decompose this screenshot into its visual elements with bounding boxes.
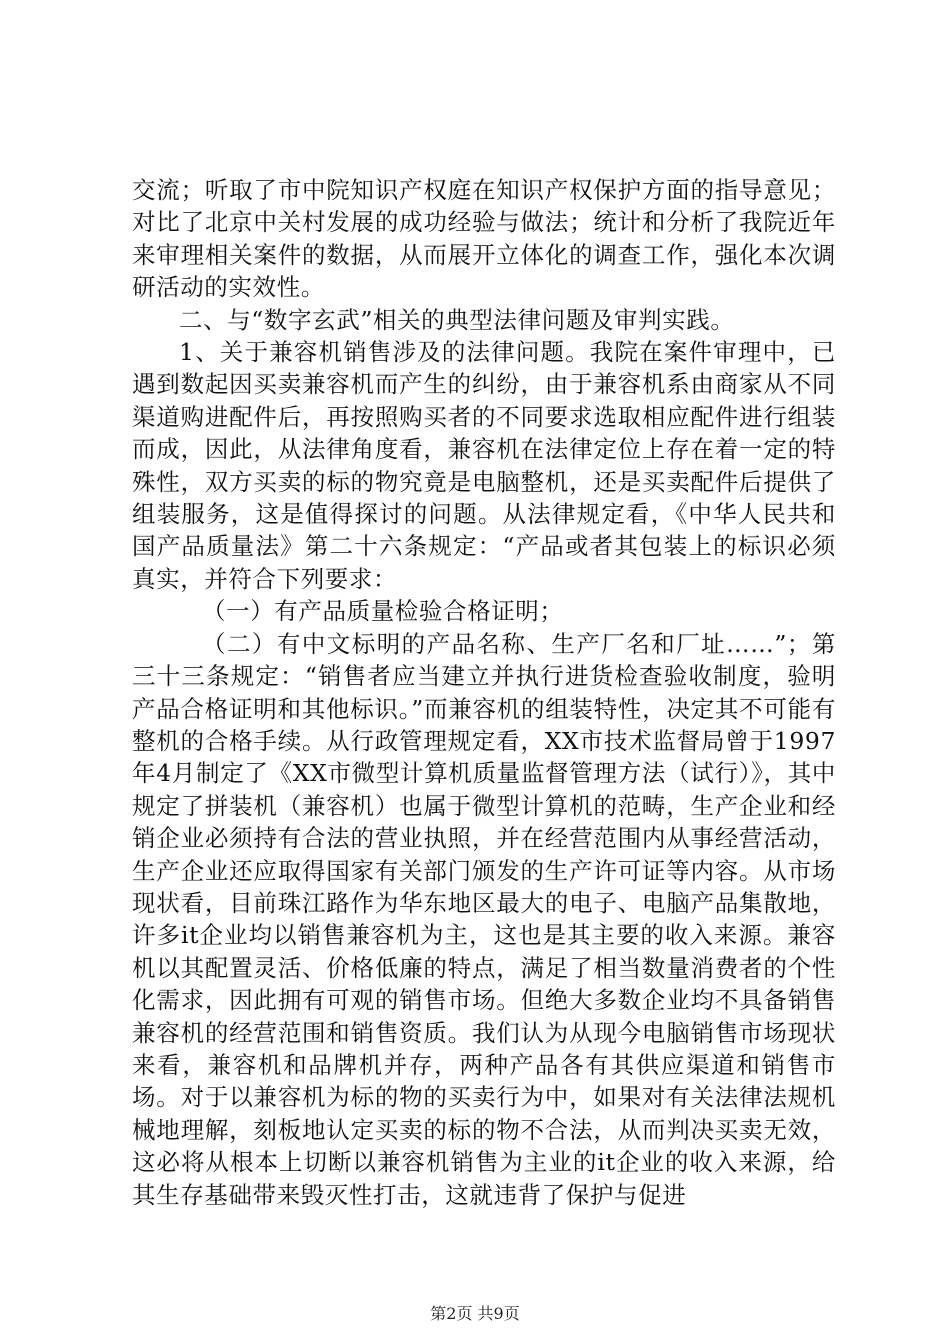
document-body [132, 174, 836, 1211]
paragraph-continuation: 交流；听取了市中院知识产权庭在知识产权保护方面的指导意见；对比了北京中关村发展的成功经验与做法；统计和分析了我院近年来审理相关案件的数据，从而展开立体化的调查工作，强化本次调研活动的实效性。 [132, 176, 836, 302]
section-heading-2: 二、与“数字玄武”相关的典型法律问题及审判实践。 [179, 305, 735, 334]
page-number: 第2页 共9页 [430, 1304, 520, 1323]
paragraph-requirement-2-and-analysis: （二）有中文标明的产品名称、生产厂名和厂址……”；第三十三条规定：“销售者应当建立并执行进货检查验收制度，验明产品合格证明和其他标识。”而兼容机的组装特性，决定其不可能有整机的合格手续。从行政管理规定看，XX市技术监督局曾于1997年4月制定了《XX市微型计算机质量监督管理方法（试行）》，其中规定了拼装机（兼容机）也属于微型计算机的范畴，生产企业和经销企业必须持有合法的营业执照，并在经营范围内从事经营活动，生产企业还应取得国家有关部门颁发的生产许可证等内容。从市场现状看，目前珠江路作为华东地区最大的电子、电脑产品集散地，许多it企业均以销售兼容机为主，这也是其主要的收入来源。兼容机以其配置灵活、价格低廉的特点，满足了相当数量消费者的个性化需求，因此拥有可观的销售市场。但绝大多数企业均不具备销售兼容机的经营范围和销售资质。我们认为从现今电脑销售市场现状来看，兼容机和品牌机并存，两种产品各有其供应渠道和销售市场。对于以兼容机为标的物的买卖行为中，如果对有关法律法规机械地理解，刻板地认定买卖的标的物不合法，从而判决买卖无效，这必将从根本上切断以兼容机销售为主业的it企业的收入来源，给其生存基础带来毁灭性打击，这就违背了保护与促进 [132, 629, 836, 1209]
paragraph-compatible-pc-issue: 1、关于兼容机销售涉及的法律问题。我院在案件审理中，已遇到数起因买卖兼容机而产生的纠纷，由于兼容机系由商家从不同渠道购进配件后，再按照购买者的不同要求选取相应配件进行组装而成，因此，从法律角度看，兼容机在法律定位上存在着一定的特殊性，双方买卖的标的物究竟是电脑整机，还是买卖配件后提供了组装服务，这是值得探讨的问题。从法律规定看，《中华人民共和国产品质量法》第二十六条规定：“产品或者其包装上的标识必须真实，并符合下列要求： [132, 338, 836, 593]
list-item-requirement-1: （一）有产品质量检验合格证明； [202, 597, 564, 626]
